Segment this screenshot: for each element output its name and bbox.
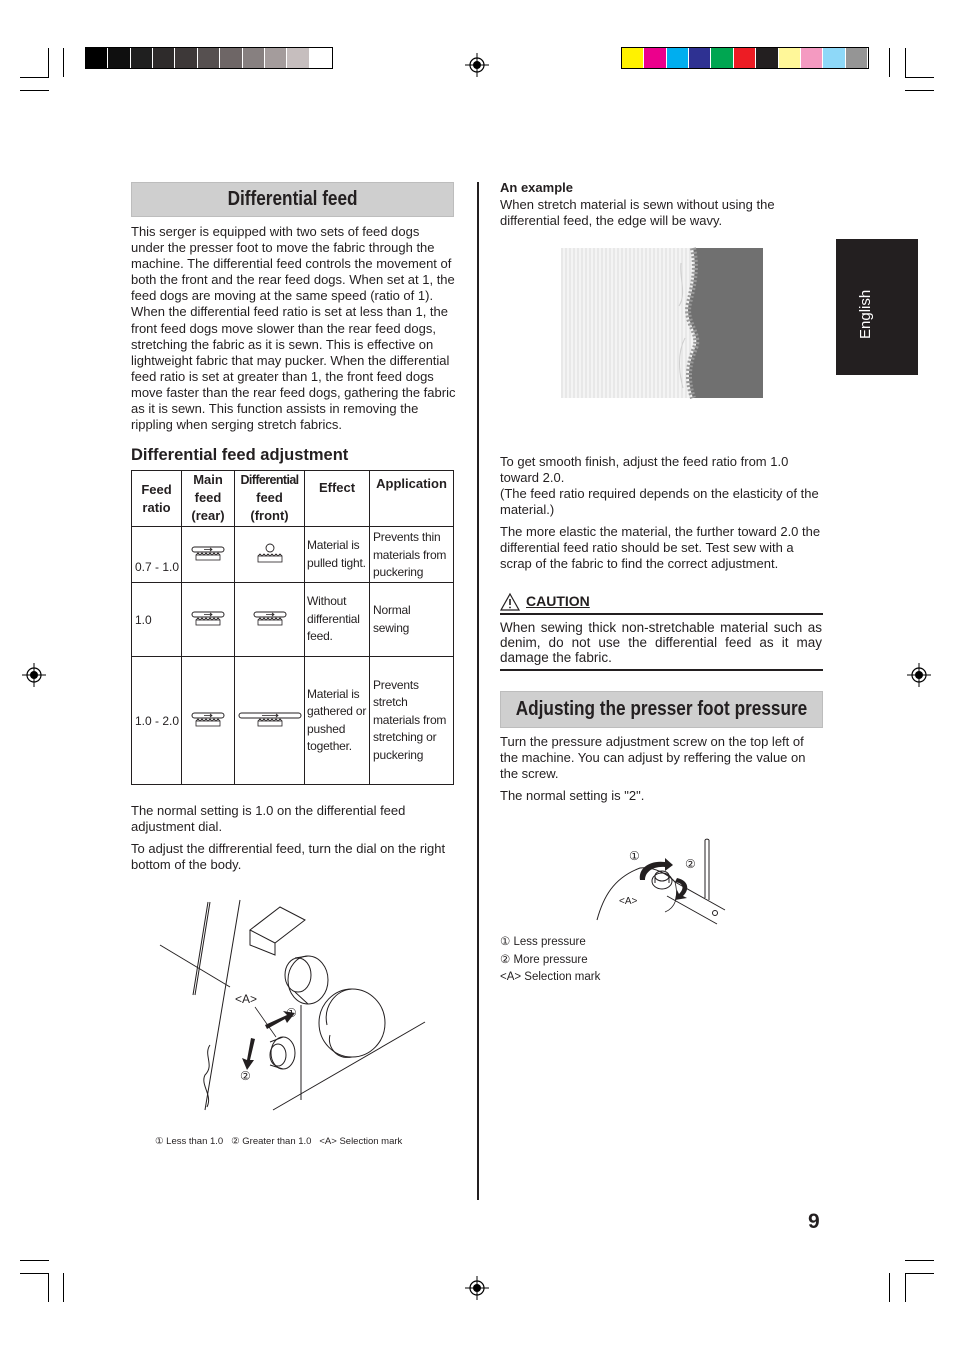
color-swatch <box>175 48 196 68</box>
registration-mark-left <box>22 663 46 687</box>
column-divider <box>477 182 479 1200</box>
differential-feed-title: Differential feed <box>227 188 358 210</box>
header-differential-feed <box>235 471 305 527</box>
header-main-feed <box>182 471 235 527</box>
language-tab-label: English <box>857 289 874 339</box>
color-swatch <box>86 48 107 68</box>
color-swatch <box>689 48 710 68</box>
row-ratio: 1.0 - 2.0 <box>132 657 182 785</box>
row-effect <box>305 657 370 785</box>
legend-less-pressure: ① Less pressure <box>500 936 586 948</box>
example-text: When stretch material is sewn without using the differential feed, the edge will be wavy. <box>500 197 775 229</box>
differential-feed-diagram <box>235 527 305 583</box>
legend-more-pressure: ② More pressure <box>500 953 588 966</box>
color-swatch <box>801 48 822 68</box>
wavy-fabric-photo <box>561 248 763 398</box>
differential-feed-header <box>131 182 454 217</box>
color-swatch <box>265 48 286 68</box>
application-line: puckering <box>373 565 424 579</box>
differential-feed-diagram <box>235 583 305 657</box>
application-line: materials from <box>373 712 447 727</box>
screw-label-mark: <A> <box>619 896 638 907</box>
differential-feed-diagram <box>235 657 305 785</box>
header-text: Differential <box>240 473 299 487</box>
row-ratio: 0.7 - 1.0 <box>132 527 182 583</box>
header-text: ratio <box>142 499 171 515</box>
registration-mark-top <box>465 53 489 77</box>
header-text: Main <box>193 472 223 487</box>
application-line: Normal <box>373 603 411 617</box>
caution-title: CAUTION <box>526 593 590 609</box>
elastic-material-text: The more elastic the material, the further toward 2.0 the differential feed ratio should be set. Test sew with a scrap of the fabric to find the correct adjustment. <box>500 524 821 572</box>
elasticity-note: (The feed ratio required depends on the elasticity of the material.) <box>500 486 819 518</box>
page-number: 9 <box>808 1210 820 1233</box>
header-application: Application <box>370 471 454 527</box>
table-header-row <box>132 471 454 527</box>
color-swatch <box>287 48 308 68</box>
color-swatch <box>198 48 219 68</box>
effect-line: pushed <box>307 721 346 736</box>
table-row <box>132 583 454 657</box>
table-row <box>132 657 454 785</box>
application-line: Prevents thin <box>373 530 441 544</box>
color-swatch <box>756 48 777 68</box>
differential-feed-intro: This serger is equipped with two sets of feed dogs under the presser foot to move the fabric through the machine. The differential feed controls the movement of both the front and the rear feed dogs. When set at 1, the feed dogs are moving at the same speed (ratio of 1). When the differential feed ratio is set at less than 1, the front feed dogs move slower than the rear feed dogs, stretching the fabric as it is sewn. This is effective on lightweight fabric that may pucker. When the differential feed ratio is set at greater than 1, the front feed dogs move faster than the rear feed dogs, gathering the fabric as it is sewn. This function assists in removing the rippling when serging stretch fabrics. <box>131 224 456 433</box>
table-row <box>132 527 454 583</box>
application-line: Prevents <box>373 677 419 692</box>
dial-label-mark: <A> <box>235 992 258 1006</box>
registration-mark-right <box>907 663 931 687</box>
legend-selection-mark: <A> Selection mark <box>500 971 601 983</box>
row-ratio: 1.0 <box>132 583 182 657</box>
color-swatch <box>667 48 688 68</box>
effect-line: Without <box>307 594 347 609</box>
row-application <box>370 657 454 785</box>
row-effect <box>305 583 370 657</box>
color-swatch <box>310 48 331 68</box>
color-swatch <box>243 48 264 68</box>
screw-label-one: ① <box>629 849 640 863</box>
effect-line: feed. <box>307 629 333 644</box>
language-tab <box>836 239 918 375</box>
application-line: stretch <box>373 695 408 710</box>
color-swatch <box>644 48 665 68</box>
color-swatch <box>823 48 844 68</box>
header-text: (rear) <box>191 508 225 523</box>
normal-setting-text: The normal setting is 1.0 on the differential feed adjustment dial. <box>131 803 406 835</box>
effect-line: gathered or <box>307 704 367 718</box>
color-swatch <box>846 48 867 68</box>
how-to-adjust-text: To adjust the diffrerential feed, turn the dial on the right bottom of the body. <box>131 841 446 873</box>
dial-caption: ① Less than 1.0 ② Greater than 1.0 <A> Selection mark <box>155 1136 403 1147</box>
effect-line: Material is <box>307 538 360 552</box>
color-swatch <box>622 48 643 68</box>
caution-bottom-rule <box>500 669 823 671</box>
warning-icon <box>500 593 520 611</box>
color-swatch <box>734 48 755 68</box>
color-swatch <box>131 48 152 68</box>
header-feed-ratio <box>132 471 182 527</box>
color-bar <box>622 48 868 68</box>
differential-feed-table <box>131 470 454 785</box>
dial-label-two: ② <box>240 1069 251 1083</box>
effect-line: differential <box>307 611 360 626</box>
color-swatch <box>153 48 174 68</box>
effect-line: pulled tight. <box>307 555 366 570</box>
application-line: materials from <box>373 547 447 562</box>
header-text: Feed <box>141 481 172 497</box>
row-application <box>370 583 454 657</box>
presser-title: Adjusting the presser foot pressure <box>515 698 808 720</box>
grayscale-bar <box>86 48 332 68</box>
main-feed-diagram <box>182 657 235 785</box>
color-swatch <box>108 48 129 68</box>
header-text: (front) <box>250 508 289 523</box>
effect-line: Material is <box>307 686 360 701</box>
caution-text: When sewing thick non-stretchable material such as denim, do not use the differential feed as it may damage the fabric. <box>500 620 822 665</box>
dial-label-one: ① <box>286 1006 297 1020</box>
header-effect: Effect <box>305 471 370 527</box>
presser-text: Turn the pressure adjustment screw on the top left of the machine. You can adjust by reffering the value on the screw. <box>500 734 806 782</box>
row-application <box>370 527 454 583</box>
presser-header <box>500 691 823 728</box>
color-swatch <box>779 48 800 68</box>
presser-legend <box>500 934 600 987</box>
effect-line: together. <box>307 739 352 753</box>
adjustment-title: Differential feed adjustment <box>131 446 349 464</box>
pressure-screw-illustration <box>595 838 730 928</box>
header-text: feed <box>256 490 283 505</box>
application-line: stretching or <box>373 730 437 745</box>
color-swatch <box>220 48 241 68</box>
registration-mark-bottom <box>465 1276 489 1300</box>
screw-label-two: ② <box>685 857 696 871</box>
header-text: feed <box>194 490 222 505</box>
application-line: puckering <box>373 747 424 762</box>
differential-dial-illustration <box>155 895 430 1120</box>
smooth-finish-text: To get smooth finish, adjust the feed ratio from 1.0 toward 2.0. <box>500 454 789 486</box>
example-title: An example <box>500 180 573 195</box>
main-feed-diagram <box>182 527 235 583</box>
color-swatch <box>711 48 732 68</box>
application-line: sewing <box>373 620 410 635</box>
presser-normal-text: The normal setting is "2". <box>500 788 645 803</box>
row-effect <box>305 527 370 583</box>
main-feed-diagram <box>182 583 235 657</box>
caution-top-rule <box>500 613 823 615</box>
